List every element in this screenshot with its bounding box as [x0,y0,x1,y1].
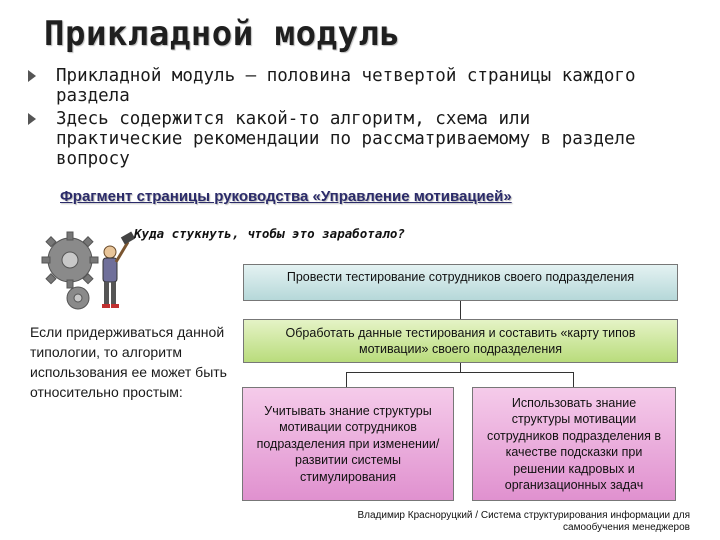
gear-worker-icon [30,222,140,320]
bullet-arrow-icon [28,70,36,82]
connector-line [346,372,347,387]
flow-branch-right [472,387,676,501]
side-text: Если придерживаться данной типологии, то алгоритм использования ее может быть относительно простым: [30,324,227,400]
flow-step-process-data [243,319,678,363]
footer-credit: Владимир Красноруцкий / Система структурирования информации для самообучения менеджеров [357,510,690,533]
flow-step-text: Учитывать знание структуры мотивации сотрудников подразделения при изменении/развитии системы стимулирования [256,403,440,484]
fragment-subtitle: Фрагмент страницы руководства «Управление мотивацией» [60,188,512,205]
flow-step-testing [243,264,678,301]
bullet-text: Прикладной модуль – половина четвертой страницы каждого раздела [56,66,636,106]
flow-branch-left [242,387,454,501]
flow-step-text: Использовать знание структуры мотивации сотрудников подразделения в качестве подсказки при решении кадровых и организационных задач [486,395,662,492]
slide-title: Прикладной модуль [44,14,401,54]
question-caption: Куда стукнуть, чтобы это заработало? [134,226,405,241]
flow-step-text: Обработать данные тестирования и составить «карту типов мотивации» своего подразделения [285,326,636,356]
connector-line [346,372,574,373]
bullet-text: Здесь содержится какой-то алгоритм, схема или практические рекомендации по рассматриваемому в разделе вопросу [56,109,636,169]
bullet-item [22,109,662,169]
flow-step-text: Провести тестирование сотрудников своего подразделения [286,270,635,284]
connector-line [460,301,461,319]
connector-line [573,372,574,387]
bullet-item [22,66,662,106]
bullet-arrow-icon [28,113,36,125]
bullet-list [22,66,662,172]
